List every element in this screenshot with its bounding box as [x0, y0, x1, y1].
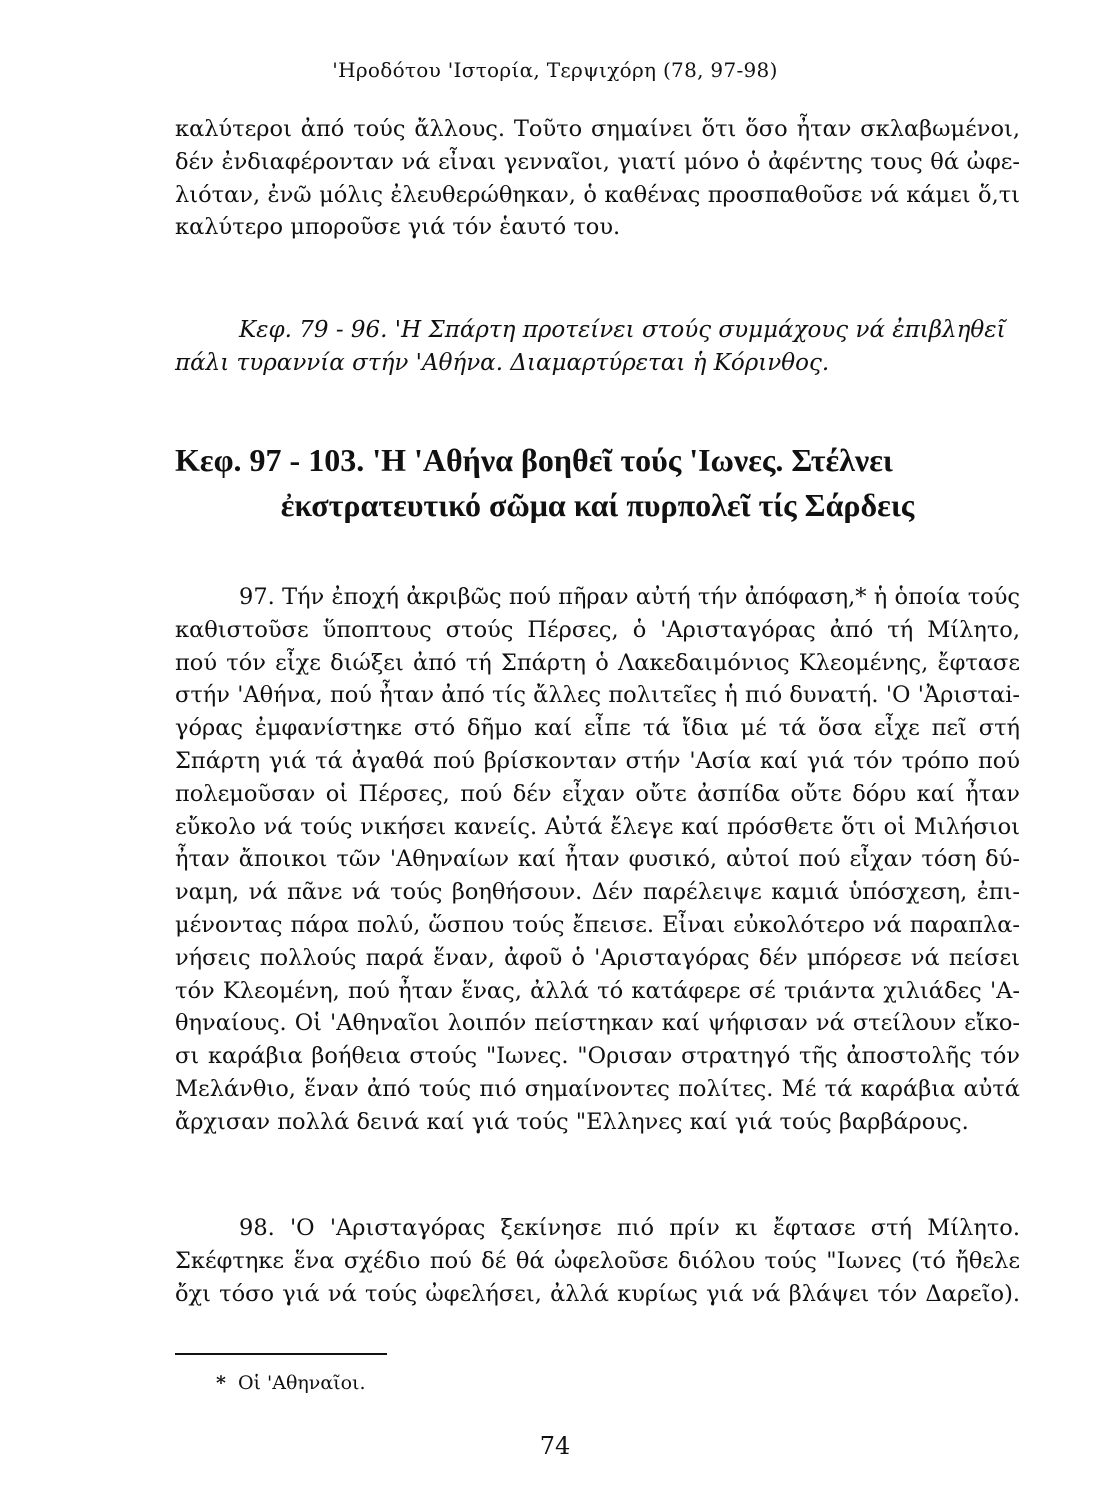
text-line: Μελάνθιο, ἕναν ἀπό τούς πιό σημαίνοντες πολίτες. Μέ τά καράβια αὐτά — [175, 1075, 1020, 1102]
summary-line: πάλι τυραννία στήν 'Αθήνα. Διαμαρτύρεται ἡ Κόρινθος. — [175, 350, 830, 376]
footnote — [216, 1370, 366, 1396]
footnote-text: Οἱ 'Αθηναῖοι. — [237, 1372, 366, 1394]
intro-paragraph — [175, 113, 1020, 244]
text-line: Σκέφτηκε ἕνα σχέδιο πού δέ θά ὠφελοῦσε διόλου τούς "Ιωνες (τό ἤθελε — [175, 1247, 1020, 1274]
heading-line: ἐκστρατευτικό σῶμα καί πυρπολεῖ τίς Σάρδεις — [280, 487, 915, 523]
text-line: στήν 'Αθήνα, πού ἦταν ἀπό τίς ἄλλες πολιτεῖες ἡ πιό δυνατή. 'Ο 'Ἀρισταi- — [175, 682, 1020, 709]
text-line: 98. 'Ο 'Αρισταγόρας ξεκίνησε πιό πρίν κι ἔφτασε στή Μίλητο. — [239, 1215, 1020, 1241]
text-line: 97. Τήν ἐποχή ἀκριβῶς πού πῆραν αὐτή τήν ἀπόφαση,* ἡ ὁποία τούς — [239, 584, 1020, 610]
text-line: ἄρχισαν πολλά δεινά καί γιά τούς "Ελληνες καί γιά τούς βαρβάρους. — [175, 1108, 969, 1135]
text-line: πού τόν εἶχε διώξει ἀπό τή Σπάρτη ὁ Λακεδαιμόνιος Κλεομένης, ἔφτασε — [175, 649, 1020, 676]
text-line: Σπάρτη γιά τά ἀγαθά πού βρίσκονταν στήν 'Ασία καί γιά τόν τρόπο πού — [175, 747, 1020, 774]
text-line: καλύτεροι ἀπό τούς ἄλλους. Τοῦτο σημαίνει ὅτι ὅσο ἦταν σκλαβωμένοι, — [175, 116, 1020, 142]
text-line: λιόταν, ἐνῶ μόλις ἐλευθερώθηκαν, ὁ καθένας προσπαθοῦσε νά κάμει ὅ,τι — [175, 181, 1020, 208]
text-line: καλύτερο μποροῦσε γιά τόν ἑαυτό του. — [175, 214, 621, 241]
text-line: ὄχι τόσο γιά νά τούς ὠφελήσει, ἀλλά κυρίως γιά νά βλάψει τόν Δαρεῖο). — [175, 1280, 1020, 1307]
text-line: καθιστοῦσε ὕποπτους στούς Πέρσες, ὁ 'Αρισταγόρας ἀπό τή Μίλητο, — [175, 616, 1020, 643]
text-line: ἦταν ἄποικοι τῶν 'Αθηναίων καί ἦταν φυσικό, αὐτοί πού εἶχαν τόση δύ- — [175, 846, 1020, 873]
page-number: 74 — [539, 1432, 571, 1460]
footnote-marker: * — [216, 1372, 226, 1394]
text-line: ναμη, νά πᾶνε νά τούς βοηθήσουν. Δέν παρέλειψε καμιά ὑπόσχεση, ἐπι- — [175, 879, 1020, 906]
text-line: πολεμοῦσαν οἱ Πέρσες, πού δέν εἶχαν οὔτε ἀσπίδα οὔτε δόρυ καί ἦταν — [175, 780, 1020, 807]
text-line: γόρας ἐμφανίστηκε στό δῆμο καί εἶπε τά ἴδια μέ τά ὅσα εἶχε πεῖ στή — [175, 715, 1020, 742]
text-line: μένοντας πάρα πολύ, ὥσπου τούς ἔπεισε. Εἶναι εὐκολότερο νά παραπλα- — [175, 911, 1020, 938]
text-line: θηναίους. Οἱ 'Αθηναῖοι λοιπόν πείστηκαν καί ψήφισαν νά στείλουν εἴκο- — [175, 1010, 1020, 1037]
chapter-summary — [175, 314, 1020, 380]
text-line: τόν Κλεομένη, πού ἦταν ἕνας, ἀλλά τό κατάφερε σέ τριάντα χιλιάδες 'Α- — [175, 977, 1020, 1004]
paragraph-98 — [175, 1212, 1020, 1310]
footnote-divider — [175, 1353, 387, 1355]
text-line: νήσεις πολλούς παρά ἕναν, ἀφοῦ ὁ 'Αρισταγόρας δέν μπόρεσε νά πείσει — [175, 944, 1020, 971]
heading-line: Κεφ. 97 - 103. 'Η 'Αθήνα βοηθεῖ τούς 'Ιωνες. Στέλνει — [175, 442, 893, 478]
text-line: εὔκολο νά τούς νικήσει κανείς. Αὐτά ἔλεγε καί πρόσθετε ὅτι οἱ Μιλήσιοι — [175, 813, 1020, 840]
text-line: σι καράβια βοήθεια στούς "Ιωνες. "Ορισαν στρατηγό τῆς ἀποστολῆς τόν — [175, 1043, 1020, 1070]
section-heading — [175, 438, 1020, 528]
running-header: 'Ηροδότου 'Ιστορία, Τερψιχόρη (78, 97-98) — [332, 58, 778, 82]
paragraph-97 — [175, 581, 1020, 1139]
text-line: δέν ἐνδιαφέρονταν νά εἶναι γενναῖοι, γιατί μόνο ὁ ἀφέντης τους θά ὠφε- — [175, 148, 1020, 175]
summary-line: Κεφ. 79 - 96. 'Η Σπάρτη προτείνει στούς συμμάχους νά ἐπιβληθεῖ — [239, 317, 1006, 343]
